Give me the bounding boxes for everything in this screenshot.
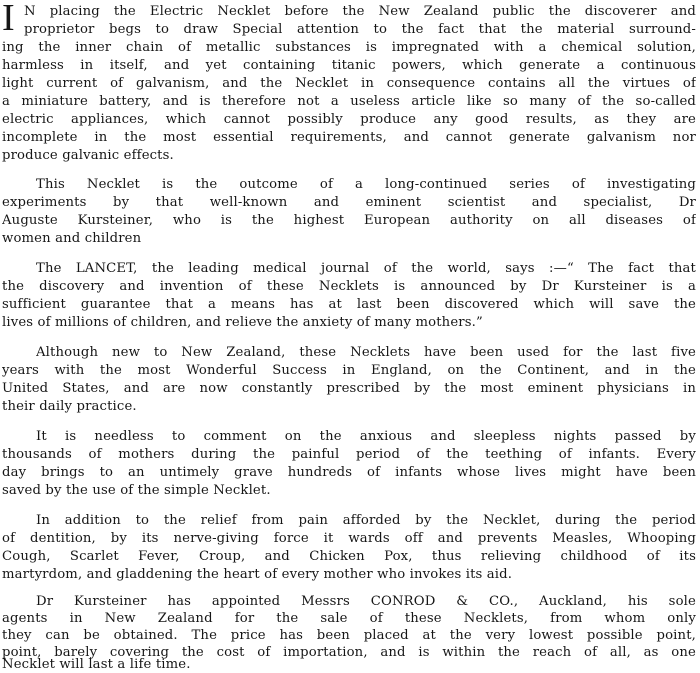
text-line: N placing the Electric Necklet before the New Zealand public the discoverer and	[24, 4, 696, 19]
text-line: saved by the use of the simple Necklet.	[2, 483, 271, 498]
text-line: ing the inner chain of metallic substances is impregnated with a chemical solution,	[2, 40, 696, 55]
text-line: The LANCET, the leading medical journal of the world, says :—“ The fact that	[36, 261, 696, 276]
text-line: point, barely covering the cost of importation, and is within the reach of all, as one	[2, 645, 696, 660]
text-line: agents in New Zealand for the sale of these Necklets, from whom only	[2, 611, 696, 626]
text-line: sufficient guarantee that a means has at last been discovered which will save the	[2, 297, 696, 312]
text-line: United States, and are now constantly prescribed by the most eminent physicians in	[2, 381, 696, 396]
text-line: they can be obtained. The price has been placed at the very lowest possible point,	[2, 628, 696, 643]
text-line: Cough, Scarlet Fever, Croup, and Chicken Pox, thus relieving childhood of its	[2, 549, 696, 564]
text-line: produce galvanic effects.	[2, 148, 174, 163]
text-line: Necklet will last a life time.	[2, 657, 191, 672]
text-line: the discovery and invention of these Necklets is announced by Dr Kursteiner is a	[2, 279, 696, 294]
text-line: thousands of mothers during the painful period of the teething of infants. Every	[2, 447, 696, 462]
text-line: lives of millions of children, and relieve the anxiety of many mothers.”	[2, 315, 483, 330]
text-line: their daily practice.	[2, 399, 137, 414]
text-line: of dentition, by its nerve-giving force it wards off and prevents Measles, Whooping	[2, 531, 696, 546]
text-line: electric appliances, which cannot possibly produce any good results, as they are	[2, 112, 696, 127]
text-line: harmless in itself, and yet containing titanic powers, which generate a continuous	[2, 58, 696, 73]
text-line: women and children	[2, 231, 142, 246]
text-line: a miniature battery, and is therefore not a useless article like so many of the so-called	[2, 94, 696, 109]
text-line: In addition to the relief from pain afforded by the Necklet, during the period	[36, 513, 696, 528]
advertisement-page	[2, 0, 696, 673]
drop-cap-initial: I	[2, 0, 15, 39]
text-line: It is needless to comment on the anxious and sleepless nights passed by	[36, 429, 696, 444]
text-line: Dr Kursteiner has appointed Messrs CONROD & CO., Auckland, his sole	[36, 594, 696, 609]
text-line: experiments by that well-known and eminent scientist and specialist, Dr	[2, 195, 696, 210]
text-line: day brings to an untimely grave hundreds of infants whose lives might have been	[2, 465, 696, 480]
text-line: martyrdom, and gladdening the heart of every mother who invokes its aid.	[2, 567, 513, 582]
text-line: This Necklet is the outcome of a long-continued series of investigating	[36, 177, 696, 192]
text-line: Auguste Kursteiner, who is the highest European authority on all diseases of	[2, 213, 696, 228]
text-line: light current of galvanism, and the Necklet in consequence contains all the virtues of	[2, 76, 696, 91]
text-line: proprietor begs to draw Special attention to the fact that the material surround-	[24, 22, 696, 37]
text-line: Although new to New Zealand, these Necklets have been used for the last five	[36, 345, 696, 360]
text-line: years with the most Wonderful Success in England, on the Continent, and in the	[2, 363, 696, 378]
text-line: incomplete in the most essential requirements, and cannot generate galvanism nor	[2, 130, 696, 145]
